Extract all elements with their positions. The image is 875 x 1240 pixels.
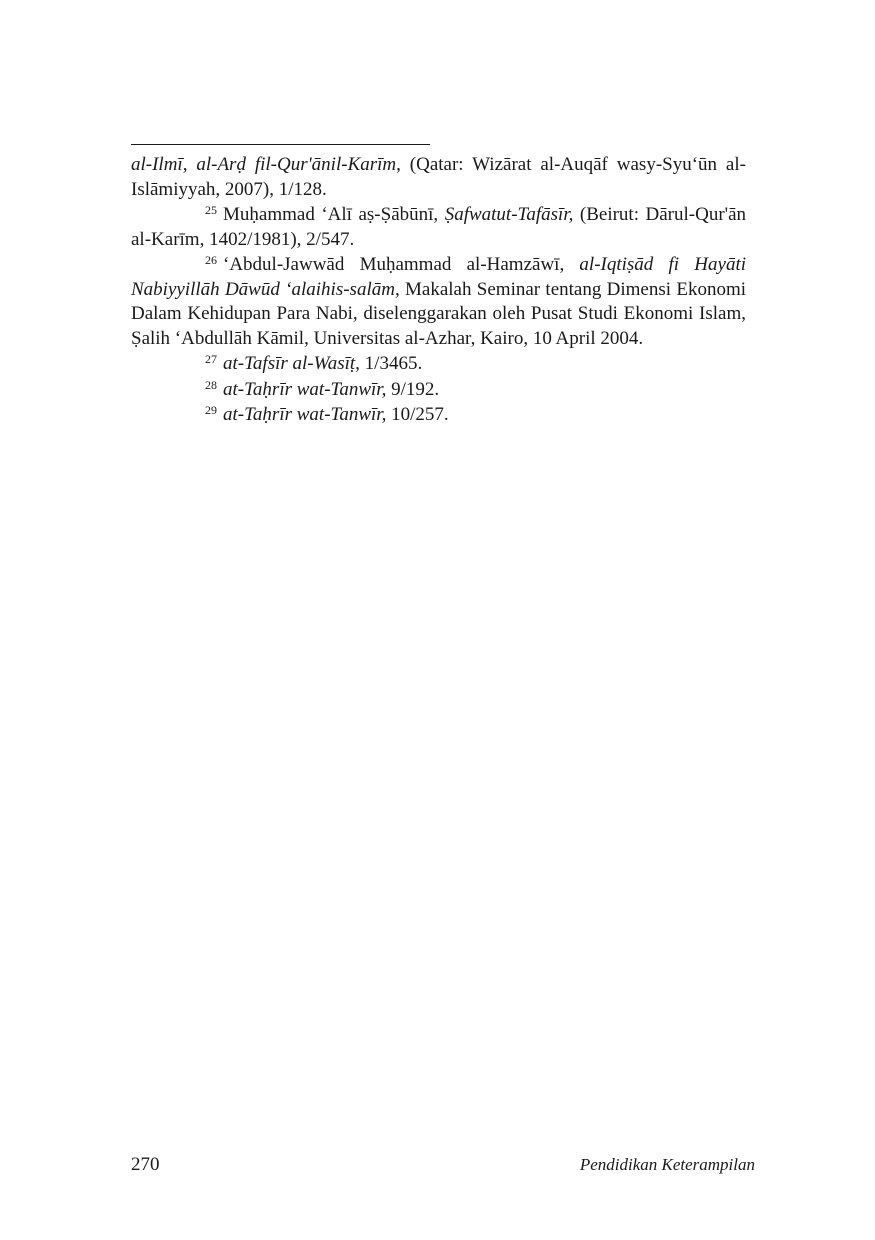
footnote-italic-title: al-Iqtiṣād fi Hayāti Nabiyyillāh Dāwūd ‘alaihis-salām, bbox=[131, 254, 747, 300]
footnote-27 bbox=[131, 352, 746, 377]
page-number: 270 bbox=[131, 1154, 160, 1175]
footnote-25 bbox=[131, 203, 746, 252]
footnote-italic-title: al-Ilmī, al-Arḍ fil-Qur'ānil-Karīm, bbox=[131, 154, 401, 175]
footnote-text: 10/257. bbox=[386, 404, 449, 425]
footnote-number: 26 bbox=[205, 253, 217, 267]
footnote-text: (Beirut: Dārul-Qur'ān al-Karīm, 1402/1981), 2/547. bbox=[131, 204, 747, 250]
footnote-text: (Qatar: Wizārat al-Auqāf wasy-Syu‘ūn al-Islāmiyyah, 2007), 1/128. bbox=[131, 154, 746, 200]
footnote-number: 25 bbox=[205, 203, 217, 217]
footnote-text: 1/3465. bbox=[359, 353, 423, 374]
footnote-continued bbox=[131, 153, 746, 202]
footnote-italic-title: at-Taḥrīr wat-Tanwīr, bbox=[223, 378, 387, 400]
footnote-29 bbox=[131, 403, 746, 428]
footnote-28 bbox=[131, 378, 746, 403]
footnote-text: Makalah Seminar tentang Dimensi Ekonomi Dalam Kehidupan Para Nabi, diselenggarakan oleh Pusat Studi Ekonomi Islam, Ṣalih ‘Abdullāh Kāmil, Universitas al-Azhar, Kairo, 10 April 2004. bbox=[131, 278, 747, 349]
footnote-separator-rule bbox=[131, 144, 430, 145]
footnote-text-pre: Muḥammad ‘Alī aṣ-Ṣābūnī, bbox=[223, 204, 445, 225]
footnote-italic-title: at-Tafsīr al-Wasīṭ, bbox=[223, 353, 360, 374]
footnotes-block bbox=[131, 153, 746, 429]
footnote-number: 29 bbox=[205, 403, 217, 417]
footnote-text: 9/192. bbox=[386, 378, 440, 400]
running-title: Pendidikan Keterampilan bbox=[579, 1155, 755, 1174]
footnote-text-pre: ‘Abdul-Jawwād Muḥammad al-Hamzāwī, bbox=[223, 254, 580, 275]
footnote-number: 28 bbox=[205, 377, 217, 392]
footnote-number: 27 bbox=[205, 352, 217, 366]
footnote-26 bbox=[131, 253, 746, 351]
footnote-italic-title: Ṣafwatut-Tafāsīr, bbox=[444, 204, 574, 225]
footnote-italic-title: at-Taḥrīr wat-Tanwīr, bbox=[223, 404, 387, 425]
